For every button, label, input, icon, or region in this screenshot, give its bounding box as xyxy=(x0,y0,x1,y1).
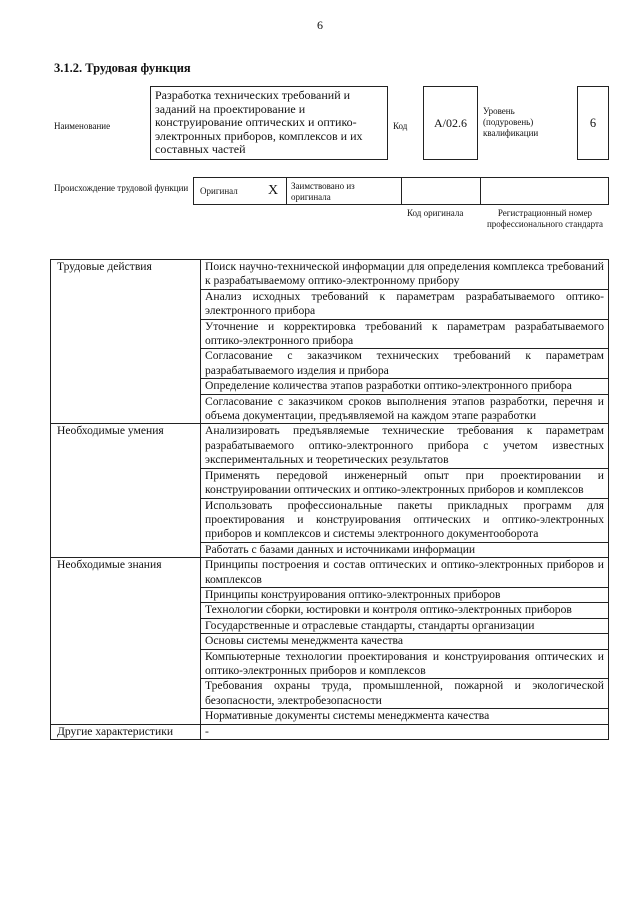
original-label: Оригинал xyxy=(200,186,238,196)
code-original-caption: Код оригинала xyxy=(407,208,464,218)
original-mark: X xyxy=(268,183,279,198)
section-item: Работать с базами данных и источниками информации xyxy=(201,542,609,557)
section-category: Другие характеристики xyxy=(51,724,201,739)
table-row xyxy=(51,260,609,290)
name-value: Разработка технических требований и заданий на проектирование и конструирование оптических и оптико-электронных приборов, комплексов и их составных частей xyxy=(155,88,363,156)
level-value: 6 xyxy=(589,115,597,130)
original-box xyxy=(193,177,287,205)
function-table-body xyxy=(51,260,609,740)
section-item: Требования охраны труда, промышленной, пожарной и экологической безопасности, электробезопасности xyxy=(201,679,609,709)
section-category: Трудовые действия xyxy=(51,260,201,424)
name-label: Наименование xyxy=(54,121,111,131)
table-row xyxy=(51,558,609,588)
page-number: 6 xyxy=(317,18,323,32)
section-item: Анализ исходных требований к параметрам разрабатываемого оптико-электронного прибора xyxy=(201,289,609,319)
section-item: Применять передовой инженерный опыт при проектировании и конструировании оптических и оптико-электронных приборов и комплексов xyxy=(201,468,609,498)
section-item: Анализировать предъявляемые технические требования к параметрам разрабатываемого оптико-электронного прибора с учетом известных экспериментальных и теоретических результатов xyxy=(201,424,609,468)
section-item: Поиск научно-технической информации для определения комплекса требований к разрабатываемому оптико-электронному прибору xyxy=(201,260,609,290)
section-item: Согласование с заказчиком сроков выполнения этапов разработки, перечня и объема документации, предъявляемой на каждом этапе разработки xyxy=(201,394,609,424)
function-table xyxy=(50,259,609,740)
section-title: 3.1.2. Трудовая функция xyxy=(54,61,191,75)
code-original-box xyxy=(401,177,481,205)
section-item: Определение количества этапов разработки оптико-электронного прибора xyxy=(201,379,609,394)
section-item: Основы системы менеджмента качества xyxy=(201,634,609,649)
level-value-box xyxy=(577,86,609,160)
origin-label: Происхождение трудовой функции xyxy=(54,183,189,193)
reg-number-caption: Регистрационный номер профессионального стандарта xyxy=(486,208,604,229)
code-value: А/02.6 xyxy=(434,115,467,130)
name-value-box xyxy=(150,86,388,160)
code-value-box xyxy=(423,86,478,160)
reg-number-box xyxy=(480,177,609,205)
borrowed-box xyxy=(286,177,402,205)
level-label: Уровень (подуровень) квалификации xyxy=(483,106,539,138)
section-item: Принципы построения и состав оптических и оптико-электронных приборов и комплексов xyxy=(201,558,609,588)
table-row xyxy=(51,424,609,468)
section-item: Принципы конструирования оптико-электронных приборов xyxy=(201,587,609,602)
borrowed-label: Заимствовано из оригинала xyxy=(291,181,355,202)
section-item: Технологии сборки, юстировки и контроля оптико-электронных приборов xyxy=(201,603,609,618)
section-category: Необходимые умения xyxy=(51,424,201,558)
section-category: Необходимые знания xyxy=(51,558,201,724)
section-item: Компьютерные технологии проектирования и конструирования оптических и оптико-электронных приборов и комплексов xyxy=(201,649,609,679)
table-row xyxy=(51,724,609,739)
section-item: Нормативные документы системы менеджмента качества xyxy=(201,709,609,724)
code-label: Код xyxy=(393,121,408,131)
section-item: Использовать профессиональные пакеты прикладных программ для проектирования и конструирования оптических и оптико-электронных приборов и комплексов и системы электронного документооборота xyxy=(201,498,609,542)
section-item: Государственные и отраслевые стандарты, стандарты организации xyxy=(201,618,609,633)
section-item: Уточнение и корректировка требований к параметрам разрабатываемого оптико-электронного прибора xyxy=(201,319,609,349)
section-item: Согласование с заказчиком технических требований к параметрам разрабатываемого изделия и прибора xyxy=(201,349,609,379)
section-item: - xyxy=(201,724,609,739)
